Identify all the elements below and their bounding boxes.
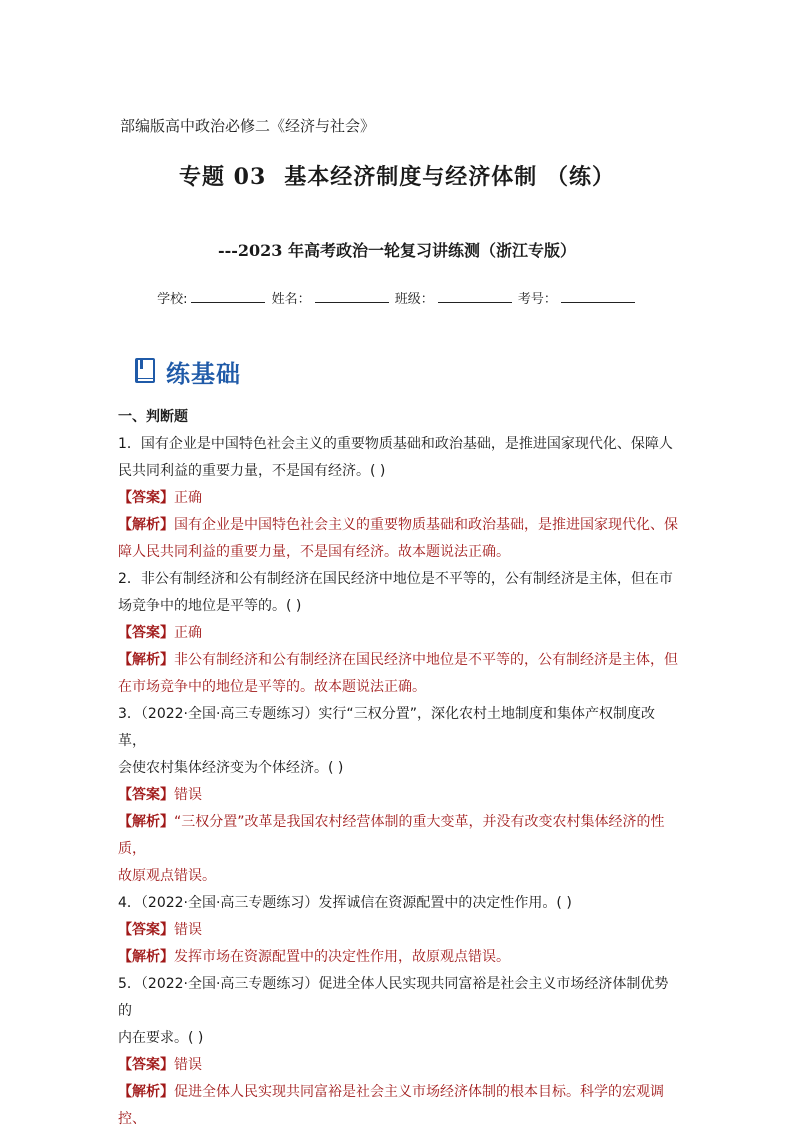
line-text: “三权分置”改革是我国农村经营体制的重大变革，并没有改变农村集体经济的性质， — [118, 814, 665, 857]
answer-line — [118, 917, 678, 944]
answer-line — [118, 485, 678, 512]
line-text: 内在要求。( ) — [118, 1030, 204, 1046]
answer-line — [118, 620, 678, 647]
question-line — [118, 566, 678, 593]
line-text: 会使农村集体经济变为个体经济。( ) — [118, 760, 344, 776]
section-title: 练基础 — [166, 359, 241, 388]
analysis-tag: 【解析】 — [118, 1084, 174, 1100]
name-label: 姓名： — [271, 292, 311, 307]
answer-tag: 【答案】 — [118, 787, 174, 803]
analysis-line — [118, 863, 678, 890]
line-text: 正确 — [174, 625, 202, 641]
line-text: 错误 — [174, 922, 202, 938]
student-info-fields — [0, 288, 794, 307]
line-text: 障人民共同利益的重要力量，不是国有经济。故本题说法正确。 — [118, 544, 510, 560]
question-content — [118, 404, 678, 1133]
question-line — [118, 701, 678, 755]
question-line — [118, 431, 678, 458]
title-main: 基本经济制度与经济体制 （练） — [284, 164, 615, 190]
line-text: 4．（2022·全国·高三专题练习）发挥诚信在资源配置中的决定性作用。( ) — [118, 895, 572, 911]
analysis-tag: 【解析】 — [118, 949, 174, 965]
question-line — [118, 971, 678, 1025]
class-field[interactable] — [438, 289, 512, 303]
analysis-line — [118, 944, 678, 971]
analysis-line — [118, 512, 678, 539]
answer-tag: 【答案】 — [118, 922, 174, 938]
line-text: 错误 — [174, 787, 202, 803]
line-text: 错误 — [174, 1057, 202, 1073]
page-title — [0, 160, 794, 191]
exam-number-label: 考号： — [517, 292, 557, 307]
book-icon — [134, 357, 158, 385]
answer-tag: 【答案】 — [118, 1057, 174, 1073]
school-field[interactable] — [191, 289, 265, 303]
line-text: 3．（2022·全国·高三专题练习）实行“三权分置”，深化农村土地制度和集体产权制度改革， — [118, 706, 655, 749]
name-field[interactable] — [315, 289, 389, 303]
line-text: 1．国有企业是中国特色社会主义的重要物质基础和政治基础，是推进国家现代化、保障人 — [118, 436, 673, 452]
analysis-line — [118, 647, 678, 674]
answer-tag: 【答案】 — [118, 490, 174, 506]
title-prefix: 专题 03 — [179, 164, 267, 190]
question-line — [118, 890, 678, 917]
analysis-line — [118, 1079, 678, 1133]
course-name: 部编版高中政治必修二《经济与社会》 — [120, 117, 376, 135]
analysis-line — [118, 539, 678, 566]
analysis-tag: 【解析】 — [118, 652, 174, 668]
line-text: 民共同利益的重要力量，不是国有经济。( ) — [118, 463, 386, 479]
answer-line — [118, 782, 678, 809]
line-text: 故原观点错误。 — [118, 868, 216, 884]
analysis-tag: 【解析】 — [118, 814, 174, 830]
line-text: 场竞争中的地位是平等的。( ) — [118, 598, 302, 614]
answer-tag: 【答案】 — [118, 625, 174, 641]
question-line — [118, 593, 678, 620]
analysis-line — [118, 674, 678, 701]
exam-number-field[interactable] — [561, 289, 635, 303]
line-text: 国有企业是中国特色社会主义的重要物质基础和政治基础，是推进国家现代化、保 — [174, 517, 678, 533]
line-text: 非公有制经济和公有制经济在国民经济中地位是不平等的，公有制经济是主体，但 — [174, 652, 678, 668]
line-text: 正确 — [174, 490, 202, 506]
section-header — [134, 354, 241, 388]
school-label: 学校: — [157, 292, 188, 307]
page-subtitle: ---2023 年高考政治一轮复习讲练测（浙江专版） — [217, 241, 577, 260]
question-line — [118, 458, 678, 485]
question-line — [118, 1025, 678, 1052]
question-line — [118, 755, 678, 782]
line-text: 2．非公有制经济和公有制经济在国民经济中地位是不平等的，公有制经济是主体，但在市 — [118, 571, 673, 587]
question-type-heading: 一、判断题 — [118, 409, 188, 425]
line-text: 5．（2022·全国·高三专题练习）促进全体人民实现共同富裕是社会主义市场经济体制优势的 — [118, 976, 669, 1019]
class-label: 班级： — [394, 292, 434, 307]
analysis-line — [118, 809, 678, 863]
question-lines — [118, 431, 678, 1133]
line-text: 促进全体人民实现共同富裕是社会主义市场经济体制的根本目标。科学的宏观调控、 — [118, 1084, 664, 1127]
line-text: 发挥市场在资源配置中的决定性作用，故原观点错误。 — [174, 949, 510, 965]
line-text: 在市场竞争中的地位是平等的。故本题说法正确。 — [118, 679, 426, 695]
analysis-tag: 【解析】 — [118, 517, 174, 533]
answer-line — [118, 1052, 678, 1079]
